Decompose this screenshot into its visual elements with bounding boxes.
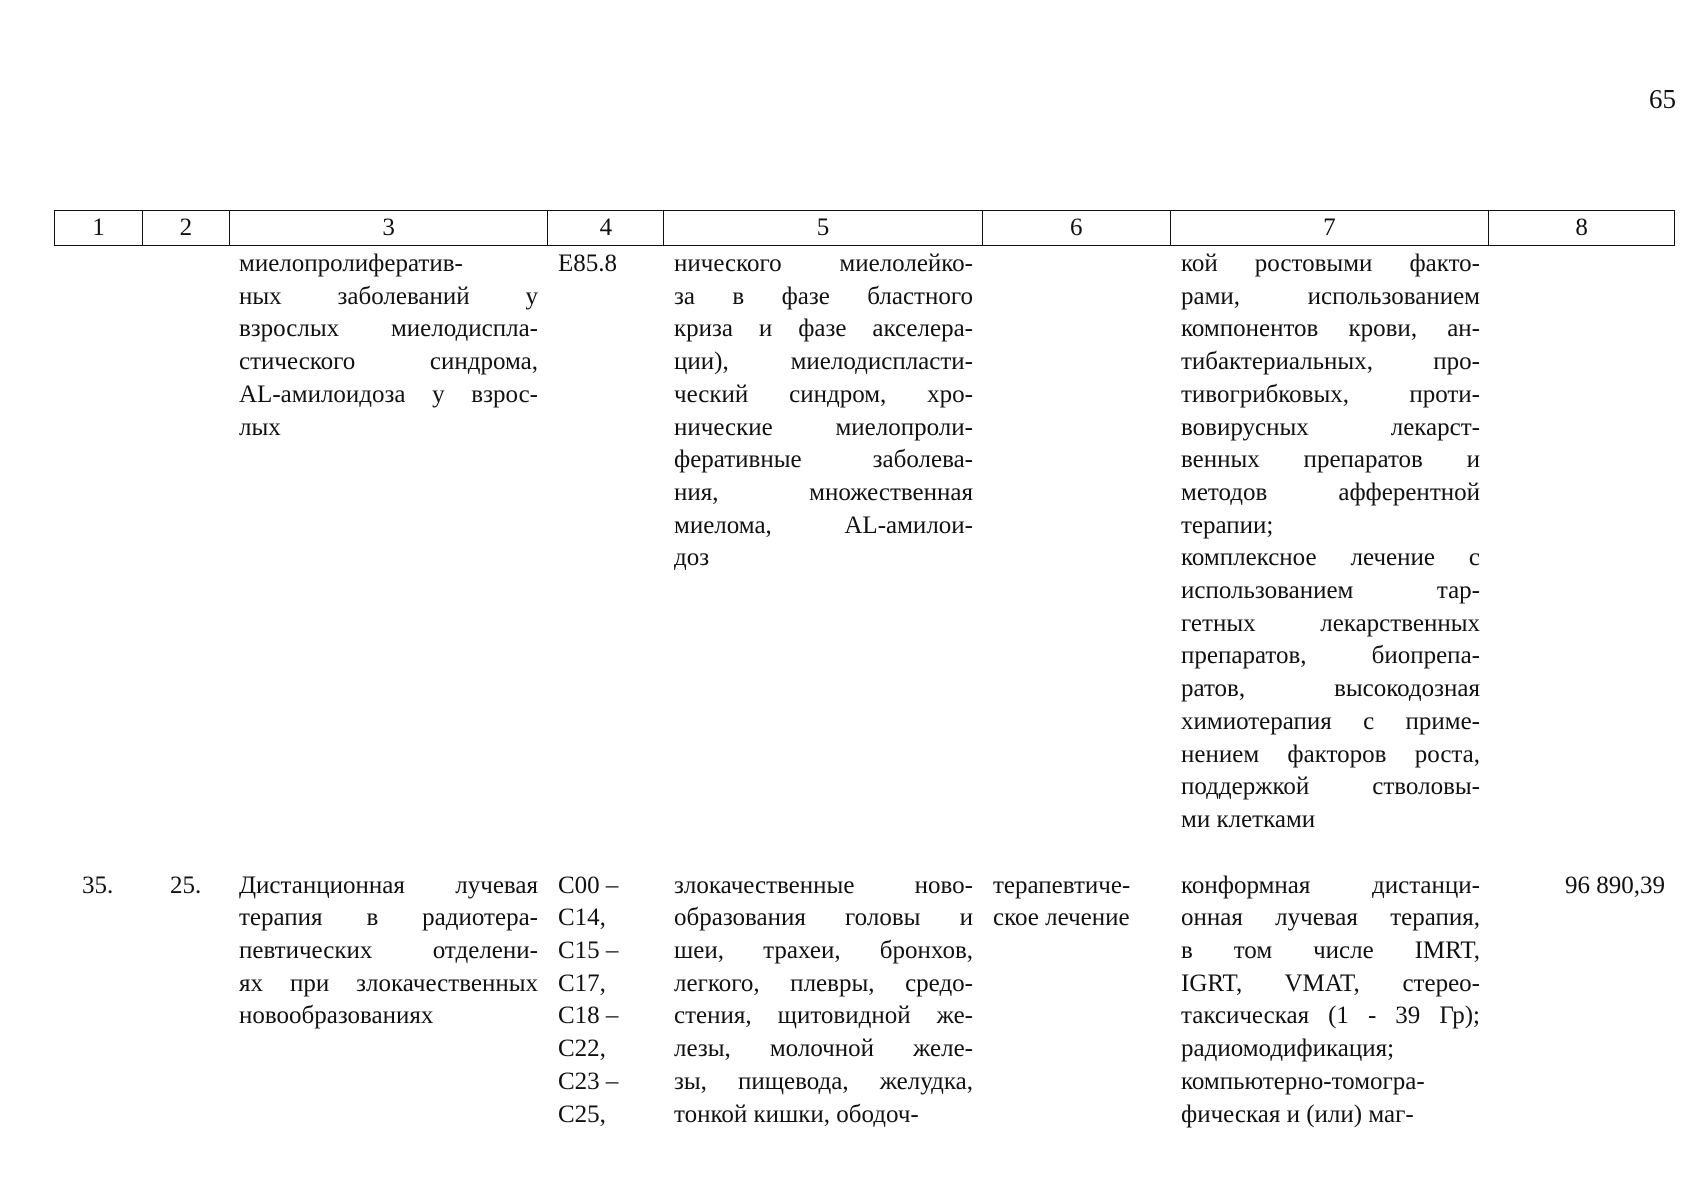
cell-text-line: кой ростовыми факто- [1181,250,1480,277]
table-row [54,248,1675,837]
cell-text-line: терапия в радиотера- [239,904,538,932]
cell-text-line: вовирусных лекарст- [1181,413,1480,441]
cell-text-line: комплексное лечение с [1181,544,1480,572]
cell-text-line: поддержкой стволовы- [1181,773,1480,801]
cell-text-line: C25, [558,1100,606,1128]
cell-text-line: химиотерапия с приме- [1181,707,1480,735]
cell-text-line: ми клетками [1181,805,1316,833]
cell-text-line: тивогрибковых, проти- [1181,380,1480,408]
cell-text-line: терапии; [1181,511,1274,539]
row-number: 35. [82,871,114,899]
patient-model-cell [664,870,983,1132]
cell-text-line: феративные заболева- [674,446,973,474]
cell-text-line: фическая и (или) маг- [1181,1100,1414,1128]
cell-text-line: онная лучевая терапия, [1181,904,1480,932]
cell-text-line: певтических отделени- [239,937,538,965]
cell-text-line: в том числе IMRT, [1181,937,1480,965]
medical-care-table [54,210,1675,1131]
treatment-method-cell [1171,248,1490,837]
cell-text-line: использованием тар- [1181,577,1480,605]
cell-text-line: C23 – [558,1067,619,1095]
cell-text-line: ных заболеваний у [239,282,538,310]
header-col-6: 6 [983,211,1171,245]
cell-text-line: C00 – [558,871,619,899]
cell-text-line: радиомодификация; [1181,1035,1395,1063]
header-col-2: 2 [143,211,230,245]
cell-text-line: ции), миелодиспласти- [674,348,973,376]
icd-codes-cell [548,248,664,837]
patient-model-cell [664,248,983,837]
treatment-type-cell [983,248,1171,837]
header-col-3: 3 [230,211,549,245]
group-number [142,248,229,837]
icd-codes-cell [548,870,664,1132]
header-col-8: 8 [1575,214,1588,241]
table-header-row [54,210,1675,246]
cell-text-line: стического синдрома, [239,348,538,376]
cell-text-line: взрослых миелодиспла- [239,315,538,343]
cell-text-line: зы, пищевода, желудка, [674,1067,973,1095]
cell-text-line: конформная дистанци- [1181,871,1480,899]
cell-text-line: шеи, трахеи, бронхов, [674,937,973,965]
care-type-cell [229,248,548,837]
cell-text-line: криза и фазе акселера- [674,315,973,343]
cost-cell: 96 890,39 [1565,871,1665,899]
cell-text-line: нические миелопроли- [674,413,973,441]
cell-text-line: IGRT, VMAT, стерео- [1181,969,1480,997]
care-type-cell [229,870,548,1132]
cell-text-line: Дистанционная лучевая [239,871,538,899]
cell-text-line: образования головы и [674,904,973,932]
cell-text-line: рами, использованием [1181,282,1480,310]
treatment-type-cell [983,870,1171,1132]
cell-text-line: компонентов крови, ан- [1181,315,1480,343]
cell-text-line: тонкой кишки, ободоч- [674,1100,919,1128]
cell-text-line: C14, [558,904,606,932]
page-number: 65 [1649,84,1676,114]
cell-text-line: ратов, высокодозная [1181,675,1480,703]
cell-text-line: стения, щитовидной же- [674,1002,973,1030]
cell-text-line: C15 – [558,937,619,965]
header-col-5: 5 [664,211,983,245]
cell-text-line: новообразованиях [239,1002,434,1030]
cell-text-line: тибактериальных, про- [1181,348,1480,376]
cell-text-line: таксическая (1 - 39 Гр); [1181,1002,1480,1030]
header-col-4: 4 [548,211,664,245]
cell-text-line: E85.8 [558,250,618,277]
cell-text-line: злокачественные ново- [674,871,973,899]
cell-text-line: легкого, плевры, средо- [674,969,973,997]
cell-text-line: венных препаратов и [1181,446,1480,474]
cell-text-line: гетных лекарственных [1181,609,1480,637]
cost-cell [1490,248,1675,837]
cell-text-line: компьютерно-томогра- [1181,1067,1425,1095]
cell-text-line: миелома, AL-амилои- [674,511,973,539]
group-number: 25. [170,871,202,899]
row-number [54,248,142,837]
cell-text-line: C17, [558,969,606,997]
cell-text-line: за в фазе бластного [674,282,973,310]
cell-text-line: ях при злокачественных [239,969,538,997]
cell-text-line: ния, множественная [674,478,973,506]
cell-text-line: методов афферентной [1181,478,1480,506]
treatment-method-cell [1171,870,1490,1132]
cell-text-line: нического миелолейко- [674,250,973,277]
cell-text-line: препаратов, биопрепа- [1181,642,1480,670]
cell-text-line: ское лечение [993,904,1130,932]
header-col-7: 7 [1171,211,1490,245]
cell-text-line: C22, [558,1035,606,1063]
cell-text-line: AL-амилоидоза у взрос- [239,380,538,408]
cell-text-line: миелопролифератив- [239,250,463,277]
cell-text-line: нением факторов роста, [1181,740,1480,768]
table-row [54,870,1675,1132]
cell-text-line: C18 – [558,1002,619,1030]
cell-text-line: ческий синдром, хро- [674,380,973,408]
cell-text-line: доз [674,544,710,572]
cell-text-line: терапевтиче- [993,871,1131,899]
header-col-1: 1 [55,211,143,245]
cell-text-line: лезы, молочной желе- [674,1035,973,1063]
cell-text-line: лых [239,413,281,441]
